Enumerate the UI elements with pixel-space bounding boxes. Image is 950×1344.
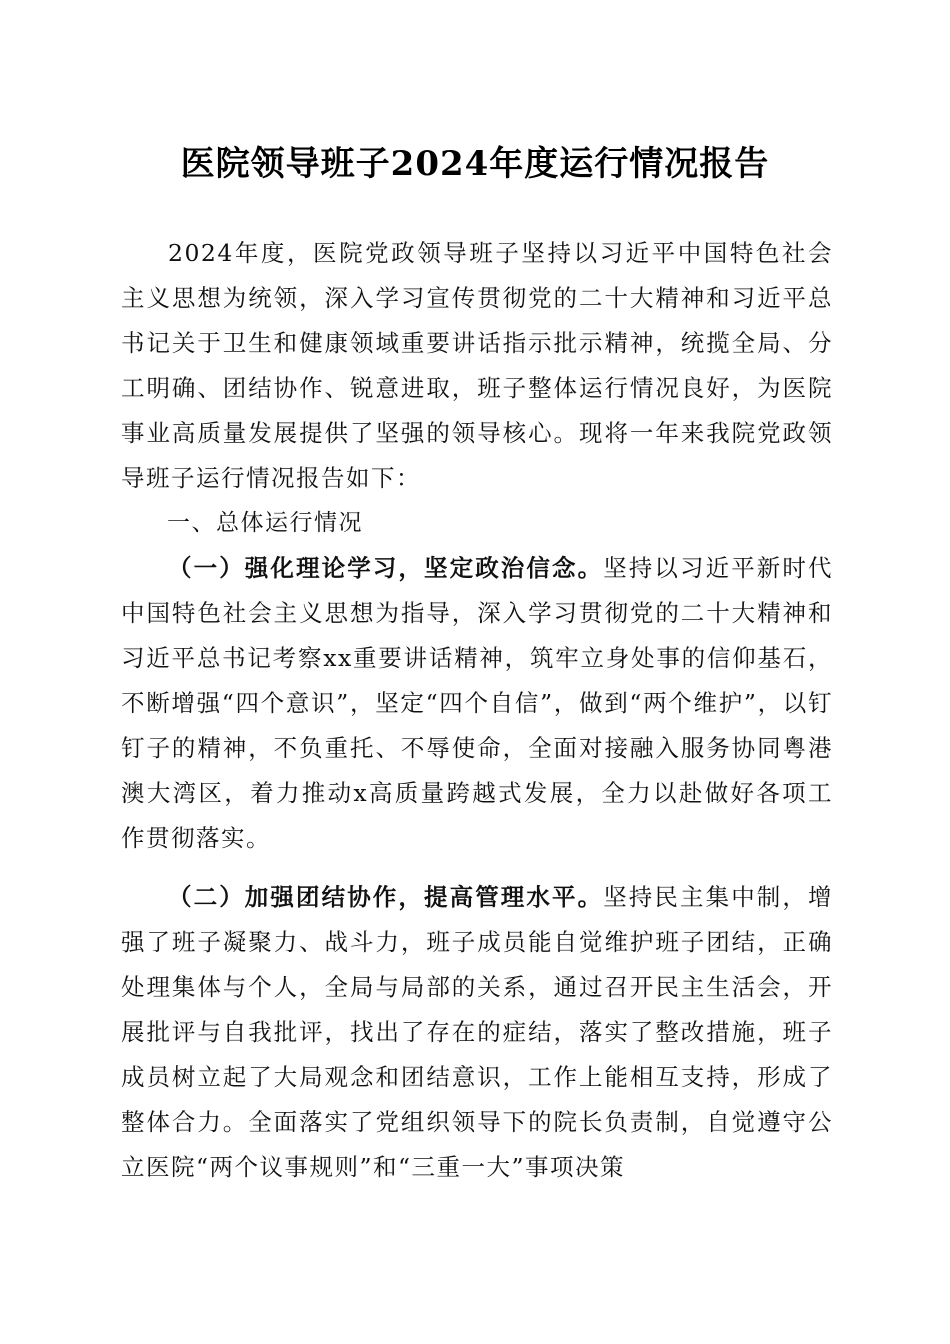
document-title: 医院领导班子2024年度运行情况报告	[180, 144, 770, 184]
subsection-1-paragraph	[121, 546, 833, 861]
section-heading-overall: 一、总体运行情况	[167, 510, 363, 536]
subsection-1-body: 坚持以习近平新时代中国特色社会主义思想为指导，深入学习贯彻党的二十大精神和习近平总书记考察xx重要讲话精神，筑牢立身处事的信仰基石，不断增强“四个意识”，坚定“四个自信”，做到“两个维护”，以钉钉子的精神，不负重托、不辱使命，全面对接融入服务协同粤港澳大湾区，着力推动x高质量跨越式发展，全力以赴做好各项工作贯彻落实。	[121, 554, 834, 852]
subsection-2-paragraph	[121, 875, 833, 1190]
paragraph-gap	[121, 861, 833, 875]
subsection-2-heading: （二）加强团结协作，提高管理水平。	[168, 883, 604, 911]
subsection-2-body: 坚持民主集中制，增强了班子凝聚力、战斗力，班子成员能自觉维护班子团结，正确处理集体与个人，全局与局部的关系，通过召开民主生活会，开展批评与自我批评，找出了存在的症结，落实了整改措施，班子成员树立起了大局观念和团结意识，工作上能相互支持，形成了整体合力。全面落实了党组织领导下的院长负责制，自觉遵守公立医院“两个议事规则”和“三重一大”事项决策	[121, 883, 834, 1181]
subsection-1-heading: （一）强化理论学习，坚定政治信念。	[168, 554, 604, 582]
document-body	[121, 231, 833, 1190]
intro-paragraph: 2024年度，医院党政领导班子坚持以习近平中国特色社会主义思想为统领，深入学习宣传贯彻党的二十大精神和习近平总书记关于卫生和健康领域重要讲话指示批示精神，统揽全局、分工明确、团结协作、锐意进取，班子整体运行情况良好，为医院事业高质量发展提供了坚强的领导核心。现将一年来我院党政领导班子运行情况报告如下：	[121, 239, 833, 492]
